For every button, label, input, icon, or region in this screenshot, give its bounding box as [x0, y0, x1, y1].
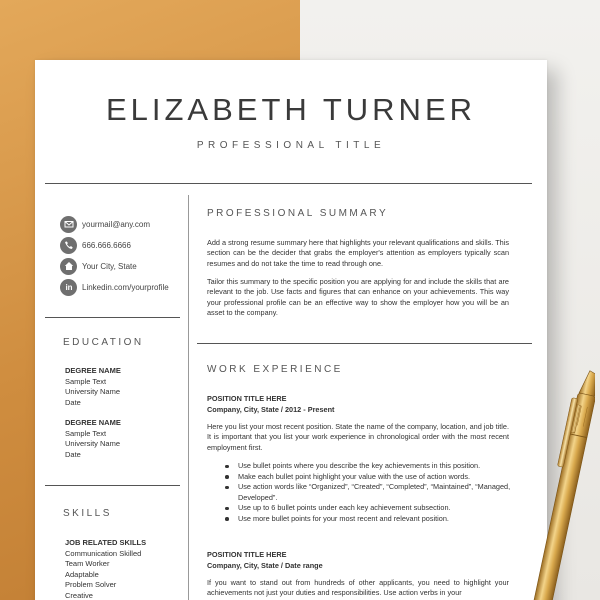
job-bullet: Use more bullet points for your most recent and relevant position.	[225, 514, 515, 525]
job-bullet: Use bullet points where you describe the key achievements in this position.	[225, 461, 515, 472]
contact-linkedin[interactable]	[60, 278, 169, 296]
contact-location-text: Your City, State	[82, 261, 137, 271]
education-divider	[45, 485, 180, 486]
phone-icon	[60, 237, 77, 254]
home-icon	[60, 258, 77, 275]
job-title: POSITION TITLE HERE	[207, 394, 287, 403]
skills-heading: SKILLS	[63, 508, 112, 519]
university-name: University Name	[65, 387, 121, 396]
degree-sample-text: Sample Text	[65, 428, 107, 438]
summary-paragraph: Tailor this summary to the specific position you are applying for and include the skills that are relevant to the job. Use facts and figures that can enhance on your achievements. This way your professional profile can be an effective way to show the employer how you will be an asset to the company.	[207, 277, 509, 318]
contact-divider	[45, 317, 180, 318]
degree-date: Date	[65, 449, 81, 459]
job-description: Here you list your most recent position. State the name of the company, location, and job title. It is important that you list your work experience in chronological order with the most recent employment first.	[207, 422, 509, 452]
job-title: POSITION TITLE HERE	[207, 550, 287, 559]
skill-item: Problem Solver	[65, 580, 117, 589]
university-name: University Name	[65, 439, 121, 448]
job-company: Company, City, State / Date range	[207, 561, 323, 570]
header-divider	[45, 183, 532, 184]
job-bullet: Make each bullet point highlight your value with the use of action words.	[225, 472, 515, 483]
email-icon	[60, 216, 77, 233]
degree-name: DEGREE NAME	[65, 366, 121, 375]
education-entry	[65, 366, 121, 408]
education-entry	[65, 418, 121, 460]
skills-list	[65, 538, 146, 600]
summary-heading: PROFESSIONAL SUMMARY	[207, 208, 389, 219]
degree-sample-text: Sample Text	[65, 376, 107, 386]
skill-item: Adaptable	[65, 569, 99, 579]
summary-divider	[197, 343, 532, 344]
skill-item: Team Worker	[65, 559, 110, 568]
education-heading: EDUCATION	[63, 337, 144, 348]
job-description: If you want to stand out from hundreds of other applicants, you need to highlight your achievements not just your duties and responsibilities. Use action verbs in your	[207, 578, 509, 598]
contact-location	[60, 257, 137, 275]
job-bullet: Use action words like “Organized”, “Created”, “Completed”, “Maintained”, “Managed, Developed”.	[225, 482, 515, 503]
svg-text:in: in	[64, 283, 73, 292]
job-bullet: Use up to 6 bullet points under each key achievement subsection.	[225, 503, 515, 514]
contact-linkedin-text: Linkedin.com/yourprofile	[82, 282, 169, 292]
skill-item: Creative	[65, 590, 93, 600]
contact-email-text: yourmail@any.com	[82, 219, 150, 229]
contact-email[interactable]	[60, 215, 150, 233]
skills-title: JOB RELATED SKILLS	[65, 538, 147, 547]
contact-phone[interactable]	[60, 236, 131, 254]
job-company: Company, City, State / 2012 - Present	[207, 405, 335, 414]
gold-pen-image	[515, 362, 595, 600]
degree-name: DEGREE NAME	[65, 418, 121, 427]
column-divider	[188, 195, 189, 600]
contact-phone-text: 666.666.6666	[82, 240, 131, 250]
resume-page	[35, 60, 547, 600]
work-heading: WORK EXPERIENCE	[207, 364, 343, 375]
job-bullet-list	[225, 461, 515, 525]
professional-title: PROFESSIONAL TITLE	[196, 140, 386, 151]
resume-name: ELIZABETH TURNER	[105, 92, 477, 127]
degree-date: Date	[65, 397, 81, 407]
summary-paragraph: Add a strong resume summary here that highlights your relevant qualifications and skills. This section can be the decider that grabs the employer's attention as employers typically scan resumes and do not take the time to read through one.	[207, 238, 509, 268]
linkedin-icon	[60, 279, 77, 296]
skill-item: Communication Skilled	[65, 548, 142, 558]
